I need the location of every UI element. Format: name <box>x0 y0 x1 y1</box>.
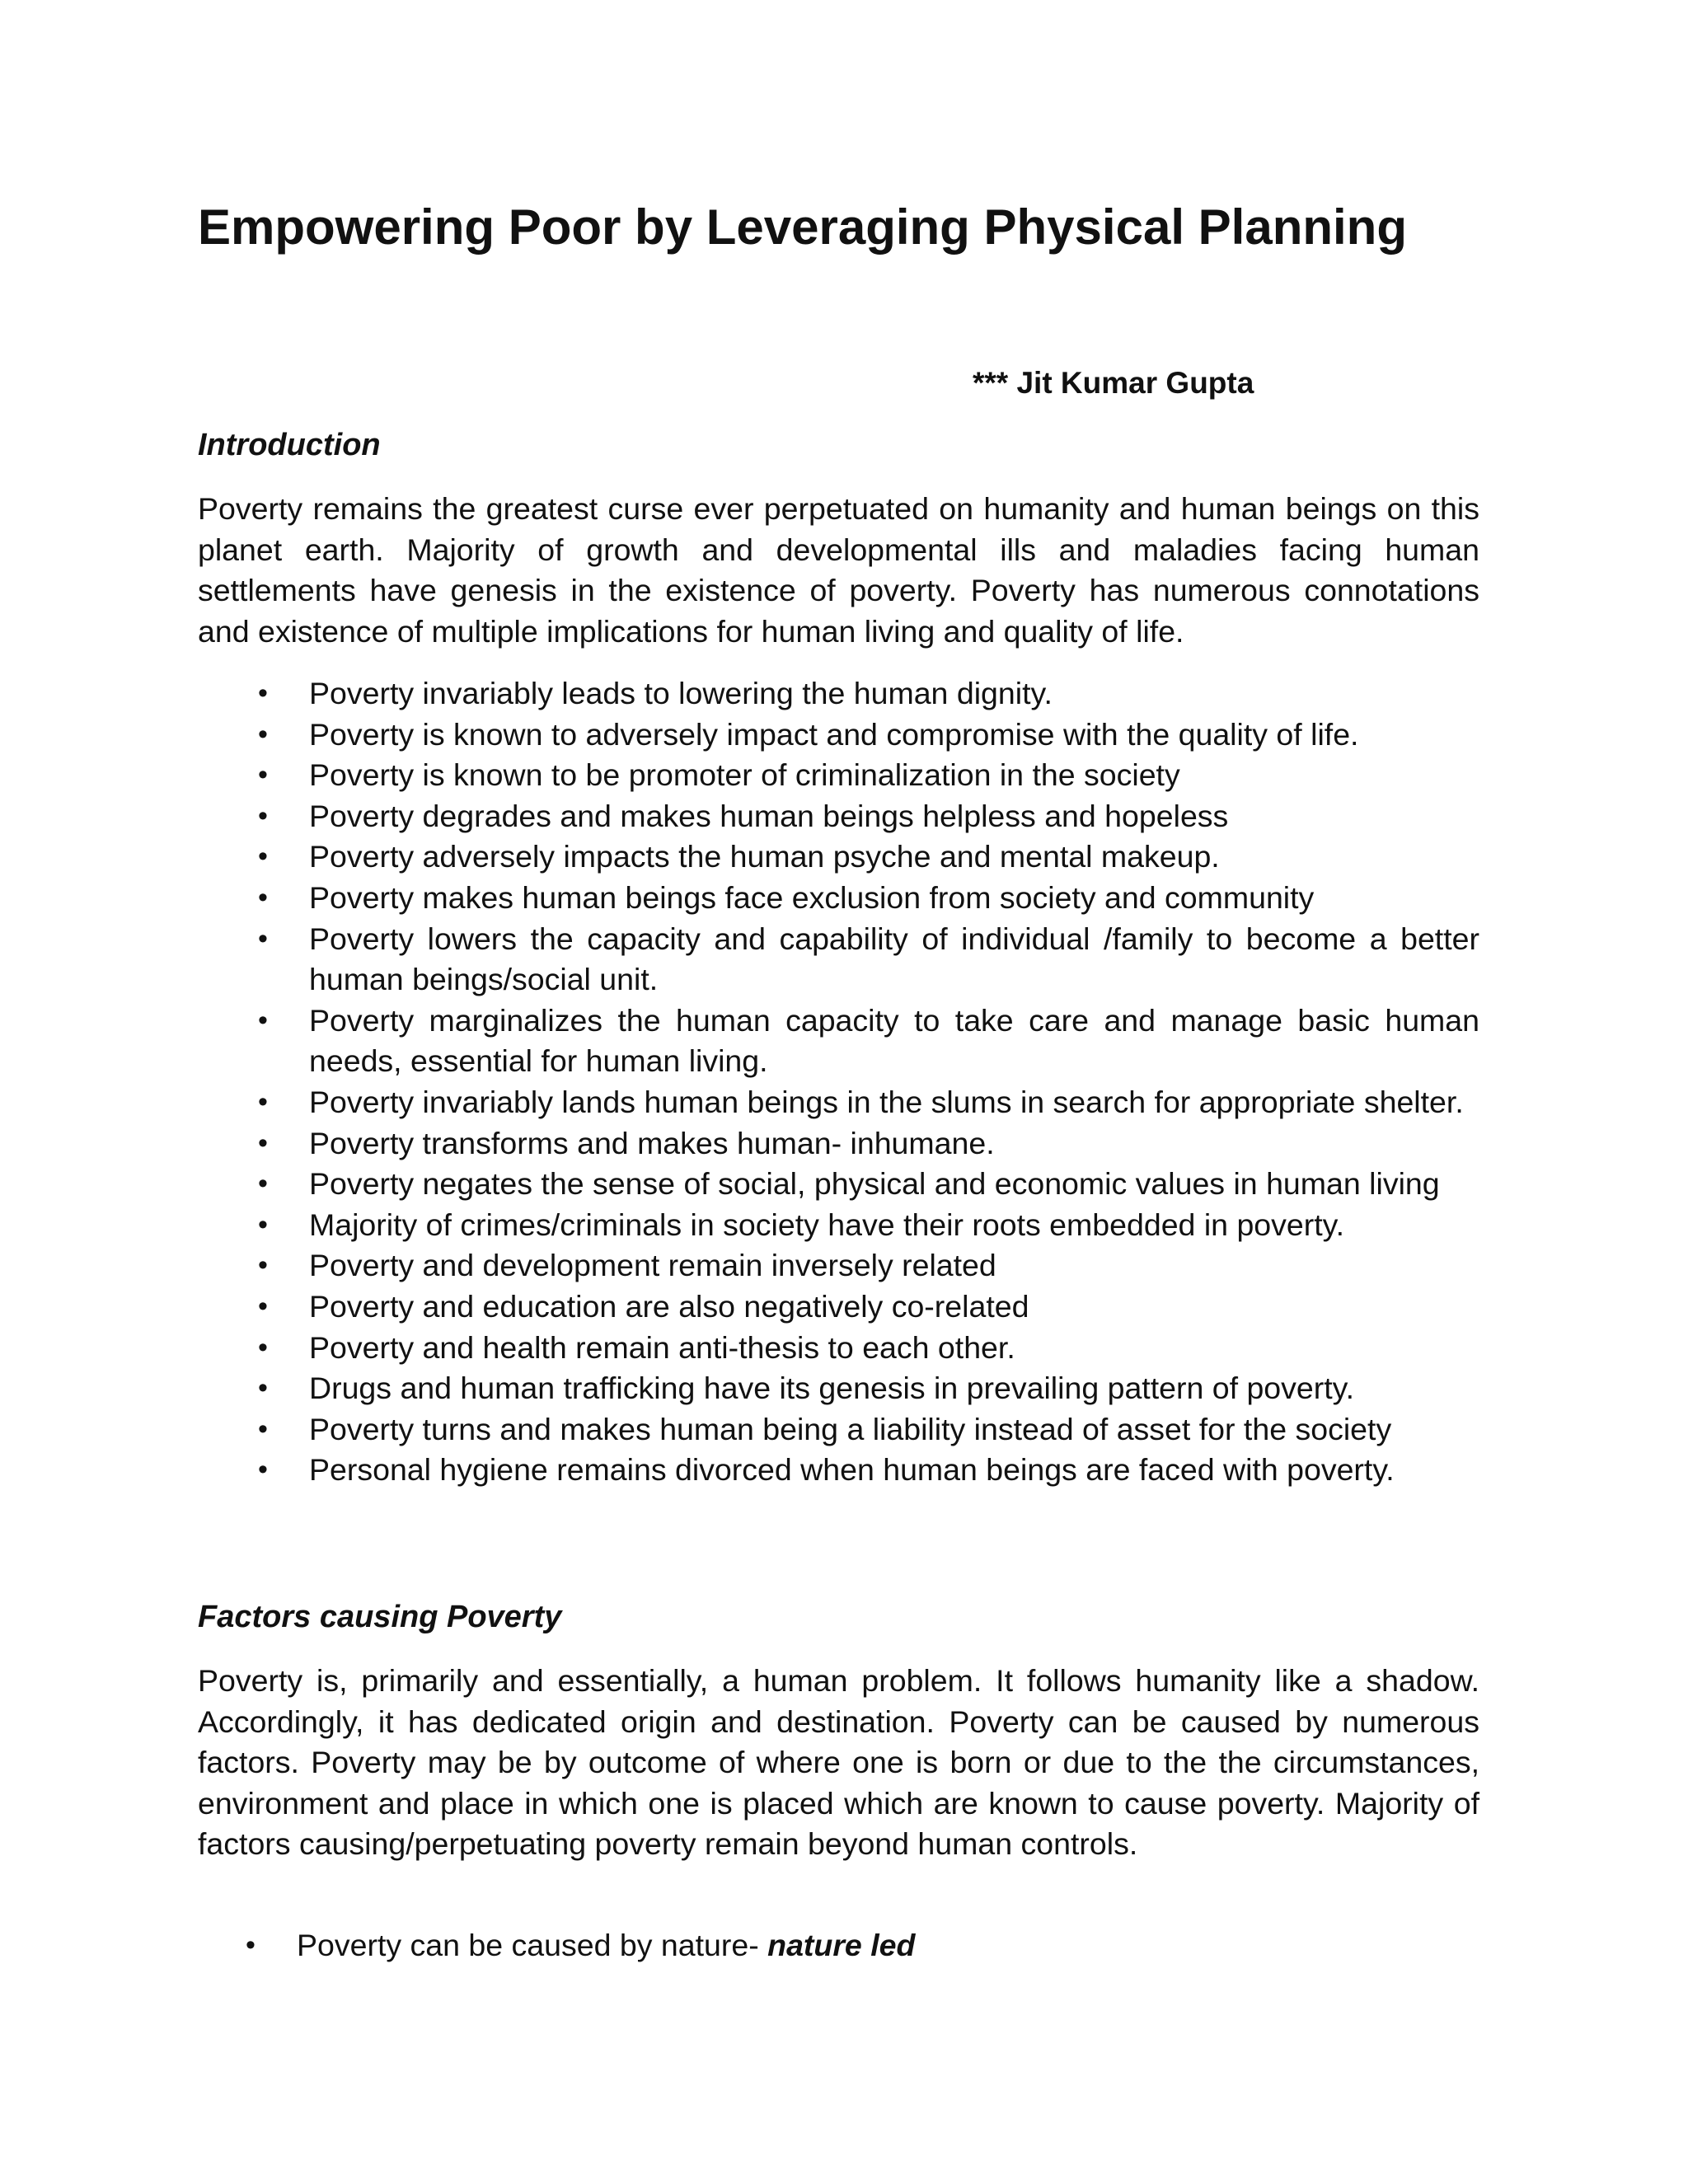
list-item-text: Poverty adversely impacts the human psyche and mental makeup. <box>309 839 1220 874</box>
bullet-icon: • <box>258 1290 268 1322</box>
list-item <box>198 673 1479 715</box>
list-item <box>198 1164 1479 1205</box>
list-item <box>198 878 1479 919</box>
introduction-bullet-list <box>198 673 1479 1491</box>
list-item <box>198 919 1479 1001</box>
bullet-icon: • <box>258 799 268 832</box>
section-heading-factors: Factors causing Poverty <box>198 1600 562 1634</box>
document-title: Empowering Poor by Leveraging Physical Planning <box>198 199 1407 255</box>
bullet-icon: • <box>258 1127 268 1159</box>
bullet-icon: • <box>258 677 268 709</box>
bullet-icon: • <box>258 881 268 913</box>
bullet-icon: • <box>258 922 268 954</box>
list-item-emphasis: nature led <box>767 1928 916 1962</box>
list-item <box>198 1123 1479 1165</box>
list-item-text: Poverty and education are also negatively co-related <box>309 1288 1029 1324</box>
list-item <box>198 755 1479 796</box>
bullet-icon: • <box>258 1331 268 1363</box>
factors-bullet-list <box>198 1925 1479 1966</box>
list-item-text: Poverty invariably leads to lowering the human dignity. <box>309 676 1053 710</box>
bullet-icon: • <box>258 718 268 750</box>
list-item-text: Poverty is known to adversely impact and compromise with the quality of life. <box>309 716 1359 752</box>
list-item <box>198 715 1479 756</box>
list-item <box>198 796 1479 837</box>
list-item-text: Poverty and health remain anti-thesis to each other. <box>309 1329 1015 1365</box>
list-item-text: Personal hygiene remains divorced when human beings are faced with poverty. <box>309 1452 1395 1488</box>
section-heading-introduction: Introduction <box>198 428 381 462</box>
list-item <box>198 1328 1479 1369</box>
list-item-text: Poverty and development remain inversely related <box>309 1248 996 1283</box>
author-line: *** Jit Kumar Gupta <box>973 366 1254 400</box>
bullet-icon: • <box>258 1004 268 1036</box>
list-item-text: Poverty marginalizes the human capacity to take care and manage basic human needs, essential for human living. <box>309 1002 1479 1079</box>
bullet-icon: • <box>258 1168 268 1200</box>
list-item <box>198 1205 1479 1246</box>
introduction-paragraph: Poverty remains the greatest curse ever perpetuated on humanity and human beings on this planet earth. Majority of growth and developmental ills and maladies facing human settlements have genesis in the existence of poverty. Poverty has numerous connotations and existence of multiple implications for human living and quality of life. <box>198 491 1479 649</box>
bullet-icon: • <box>246 1929 256 1961</box>
list-item <box>198 1409 1479 1451</box>
list-item <box>198 1245 1479 1286</box>
list-item-text: Poverty is known to be promoter of criminalization in the society <box>309 757 1180 793</box>
list-item <box>198 1450 1479 1491</box>
list-item <box>198 1082 1479 1123</box>
list-item <box>198 1286 1479 1328</box>
list-item-text: Drugs and human trafficking have its genesis in prevailing pattern of poverty. <box>309 1371 1355 1406</box>
list-item-text: Poverty turns and makes human being a liability instead of asset for the society <box>309 1411 1392 1446</box>
bullet-icon: • <box>258 1413 268 1445</box>
list-item-text: Poverty degrades and makes human beings helpless and hopeless <box>309 798 1229 833</box>
list-item-text: Poverty negates the sense of social, physical and economic values in human living <box>309 1166 1440 1202</box>
list-item-text: Poverty transforms and makes human- inhumane. <box>309 1125 995 1160</box>
list-item-text: Poverty lowers the capacity and capability of individual /family to become a better human beings/social unit. <box>309 921 1479 997</box>
list-item <box>198 1925 1479 1966</box>
bullet-icon: • <box>258 759 268 791</box>
list-item <box>198 837 1479 878</box>
bullet-icon: • <box>258 1454 268 1486</box>
bullet-icon: • <box>258 1085 268 1118</box>
list-item-text: Poverty can be caused by nature- <box>297 1928 768 1962</box>
list-item-text: Poverty makes human beings face exclusion from society and community <box>309 879 1315 915</box>
factors-paragraph: Poverty is, primarily and essentially, a human problem. It follows humanity like a shadow. Accordingly, it has dedicated origin and destination. Poverty can be caused by numerous factors. Poverty may be by outcome of where one is born or due to the the circumstances, environment and place in which one is placed which are known to cause poverty. Majority of factors causing/perpetuating poverty remain beyond human controls. <box>198 1663 1479 1862</box>
list-item <box>198 1001 1479 1082</box>
bullet-icon: • <box>258 1249 268 1282</box>
list-item <box>198 1368 1479 1409</box>
bullet-icon: • <box>258 1372 268 1404</box>
bullet-icon: • <box>258 1208 268 1240</box>
list-item-text: Poverty invariably lands human beings in the slums in search for appropriate shelter. <box>309 1084 1464 1119</box>
bullet-icon: • <box>258 841 268 873</box>
list-item-text: Majority of crimes/criminals in society have their roots embedded in poverty. <box>309 1207 1345 1242</box>
